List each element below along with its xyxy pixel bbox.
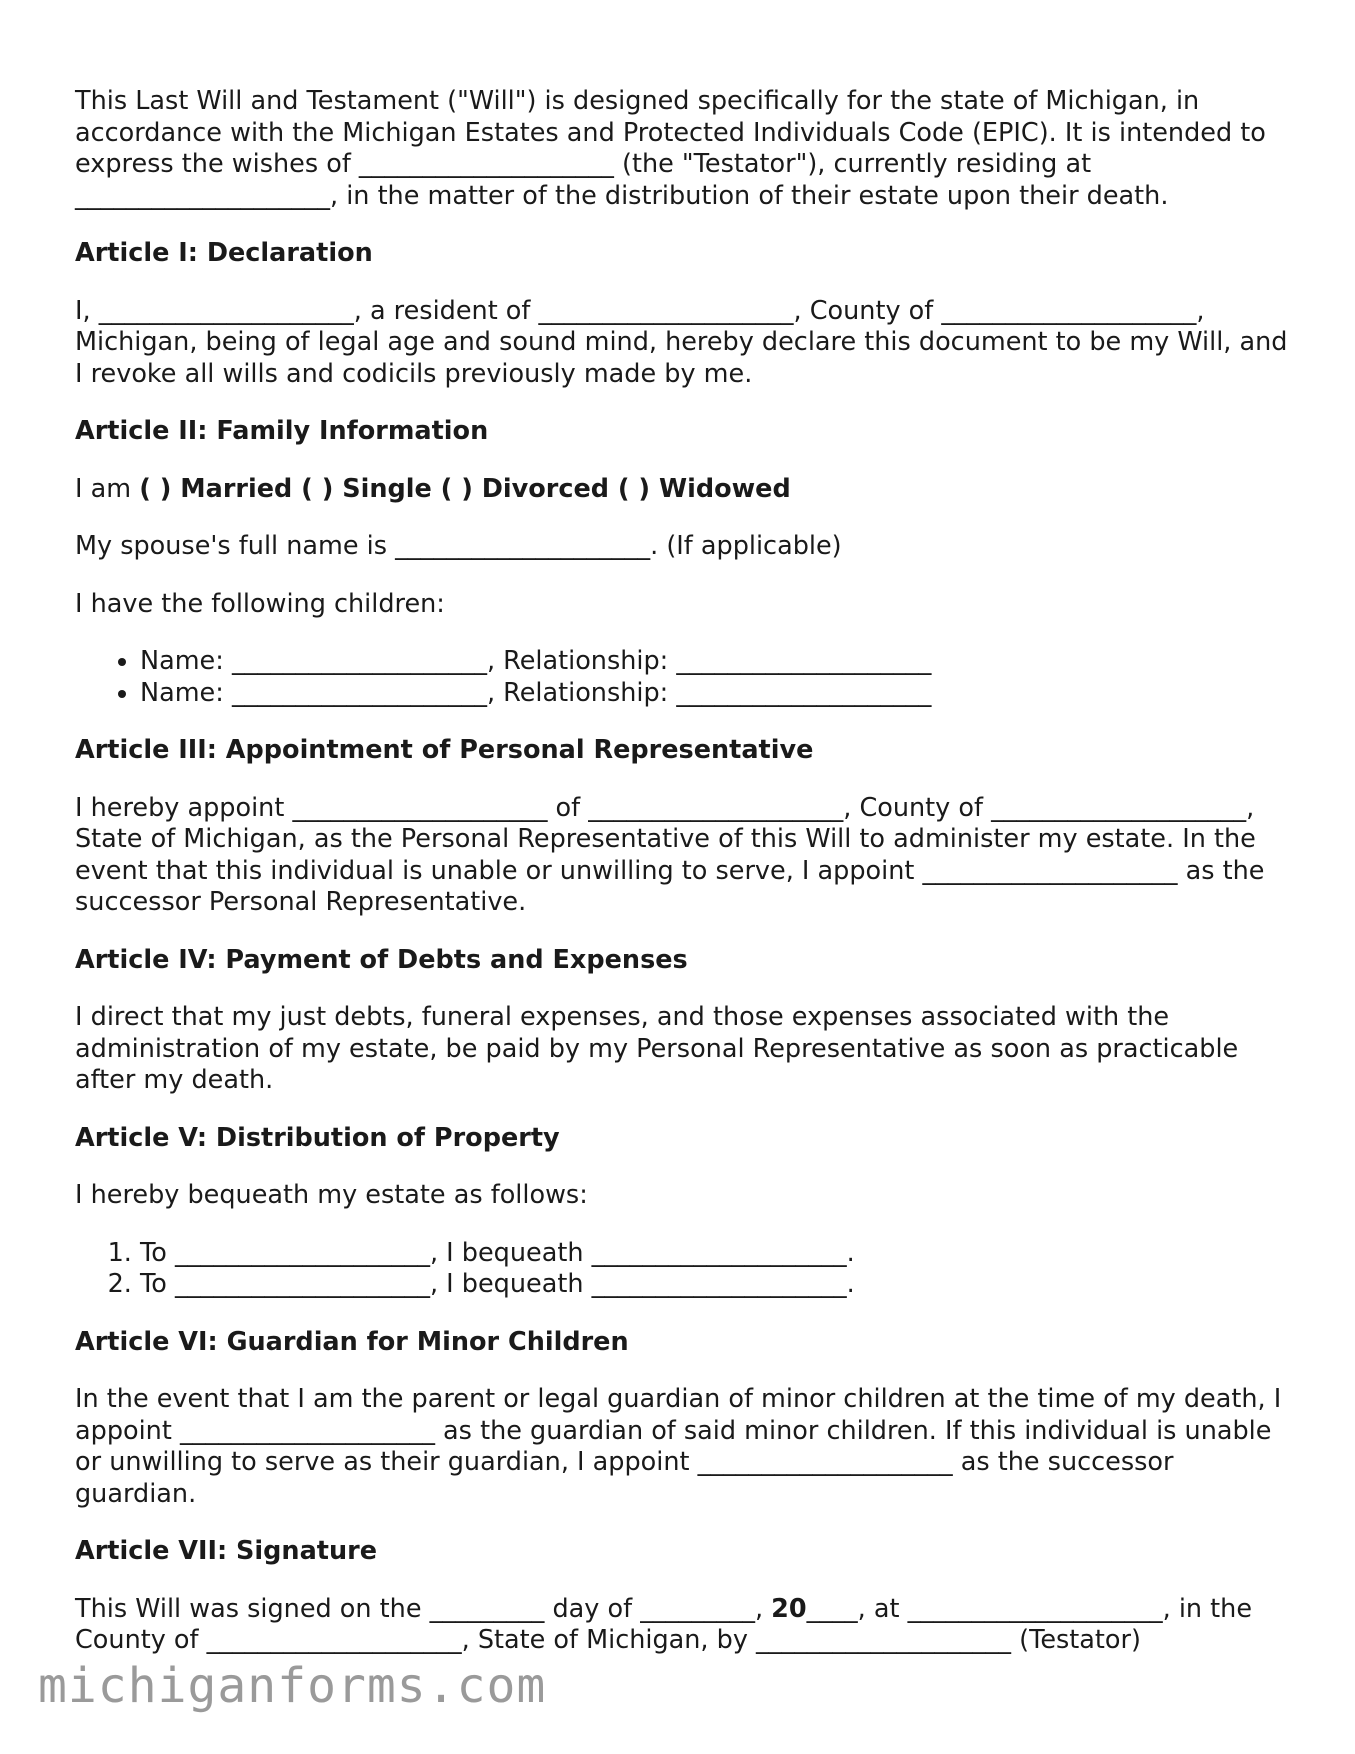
bequest-intro: I hereby bequeath my estate as follows: bbox=[75, 1180, 588, 1210]
child-name-blank[interactable]: ____________________ bbox=[231, 646, 487, 676]
signing-year-blank[interactable]: ____ bbox=[806, 1593, 858, 1624]
debts-paragraph: I direct that my just debts, funeral expenses, and those expenses associated with the administration of my estate, be paid by my Personal Representative as soon as practicable after my death. bbox=[75, 1002, 1239, 1095]
signing-county-blank[interactable]: ____________________ bbox=[206, 1625, 462, 1655]
year-prefix: 20 bbox=[771, 1593, 807, 1624]
representative-paragraph: I hereby appoint ____________________ of ____________________, County of ____________________, State of Michigan, as the Personal Representative of this Will to administer my estate. In the event that this individual is unable or unwilling to serve, I appoint ____________________ as the successor Personal Representative. bbox=[75, 792, 1265, 917]
guardian-paragraph: In the event that I am the parent or legal guardian of minor children at the time of my death, I appoint ____________________ as the guardian of said minor children. If this individual is unable or unwilling to serve as their guardian, I appoint ____________________ as the successor guardian. bbox=[75, 1384, 1282, 1509]
article-2-heading: Article II: Family Information bbox=[75, 416, 489, 446]
representative-county-blank[interactable]: ____________________ bbox=[991, 792, 1247, 823]
article-3-heading: Article III: Appointment of Personal Representative bbox=[75, 735, 814, 765]
beneficiary-blank[interactable]: ____________________ bbox=[174, 1269, 430, 1299]
spouse-name-blank[interactable]: ____________________ bbox=[395, 531, 651, 561]
child-list-item: • Name: ____________________, Relationship: ____________________ bbox=[140, 646, 1290, 678]
children-list bbox=[75, 646, 1290, 709]
bequest-list bbox=[75, 1238, 1290, 1301]
testator-signature-blank[interactable]: ____________________ bbox=[756, 1625, 1012, 1655]
declarant-name-blank[interactable]: ____________________ bbox=[98, 295, 354, 326]
child-list-item: • Name: ____________________, Relationship: ____________________ bbox=[140, 678, 1290, 710]
declaration-paragraph: I, ____________________, a resident of ____________________, County of ____________________, Michigan, being of legal age and sound mind, hereby declare this document to be my Will, and I revoke all wills and codicils previously made by me. bbox=[75, 295, 1288, 389]
bequest-list-item: 2. To ____________________, I bequeath ____________________. bbox=[140, 1269, 1290, 1301]
intro-paragraph: This Last Will and Testament ("Will") is designed specifically for the state of Michigan, in accordance with the Michigan Estates and Protected Individuals Code (EPIC). It is intended to express the wishes of ____________________ (the "Testator"), currently residing at ____________________, in the matter of the distribution of their estate upon their death. bbox=[75, 86, 1266, 211]
city-blank[interactable]: ____________________ bbox=[538, 295, 794, 326]
bequest-item-blank[interactable]: ____________________ bbox=[591, 1237, 847, 1268]
successor-guardian-blank[interactable]: ____________________ bbox=[697, 1447, 953, 1477]
will-document bbox=[75, 86, 1290, 1683]
article-7-heading: Article VII: Signature bbox=[75, 1536, 377, 1566]
article-4-heading: Article IV: Payment of Debts and Expenses bbox=[75, 944, 688, 975]
signing-day-blank[interactable]: _________ bbox=[429, 1593, 545, 1624]
bequest-item-blank[interactable]: ____________________ bbox=[591, 1269, 847, 1299]
signing-month-blank[interactable]: _________ bbox=[640, 1593, 755, 1624]
article-6-heading: Article VI: Guardian for Minor Children bbox=[75, 1326, 629, 1357]
testator-residence-blank[interactable]: ____________________ bbox=[75, 180, 330, 211]
watermark: michiganforms.com bbox=[38, 1658, 547, 1714]
article-5-heading: Article V: Distribution of Property bbox=[75, 1122, 560, 1153]
representative-name-blank[interactable]: ____________________ bbox=[292, 792, 548, 823]
signing-place-blank[interactable]: ____________________ bbox=[907, 1593, 1163, 1624]
child-relationship-blank[interactable]: ____________________ bbox=[676, 677, 932, 708]
child-name-blank[interactable]: ____________________ bbox=[231, 677, 487, 708]
testator-name-blank[interactable]: ____________________ bbox=[358, 149, 614, 179]
guardian-name-blank[interactable]: ____________________ bbox=[179, 1415, 435, 1446]
representative-city-blank[interactable]: ____________________ bbox=[588, 792, 844, 823]
child-relationship-blank[interactable]: ____________________ bbox=[676, 646, 932, 676]
spouse-line: My spouse's full name is ____________________. (If applicable) bbox=[75, 531, 842, 561]
marital-status-options[interactable]: ( ) Married ( ) Single ( ) Divorced ( ) Widowed bbox=[139, 473, 791, 504]
signature-paragraph: This Will was signed on the _________ day of _________, 20____, at ____________________, in the County of ____________________, State of Michigan, by ____________________ (Testator) bbox=[75, 1593, 1253, 1655]
marital-status-line: I am ( ) Married ( ) Single ( ) Divorced ( ) Widowed bbox=[75, 473, 791, 504]
bequest-list-item: 1. To ____________________, I bequeath ____________________. bbox=[140, 1238, 1290, 1270]
children-intro: I have the following children: bbox=[75, 588, 445, 619]
county-blank[interactable]: ____________________ bbox=[941, 295, 1197, 326]
article-1-heading: Article I: Declaration bbox=[75, 238, 373, 268]
successor-representative-blank[interactable]: ____________________ bbox=[922, 855, 1178, 886]
beneficiary-blank[interactable]: ____________________ bbox=[174, 1237, 430, 1268]
